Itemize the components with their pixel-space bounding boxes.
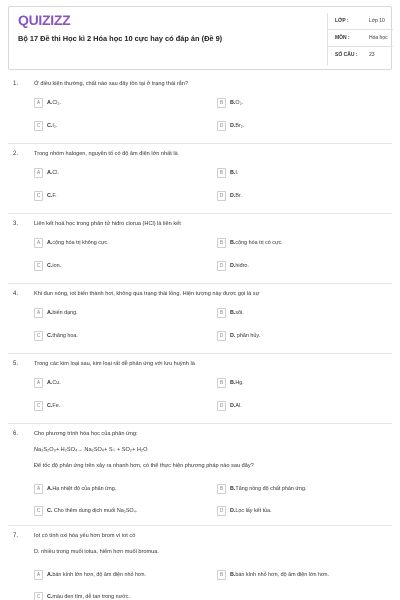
option-text: B.Hg. — [230, 380, 244, 386]
question-number: 2. — [13, 151, 19, 157]
meta-key: LỚP : — [335, 18, 349, 24]
option-letter-box: A — [34, 308, 43, 318]
option-letter-box: D — [217, 191, 226, 201]
meta-key: SỐ CÂU : — [335, 52, 358, 58]
worksheet-header — [8, 6, 392, 70]
question-text: Liên kết hoá học trong phân tử hiđro clorua (HCl) là liên kết — [34, 221, 181, 227]
option-b[interactable] — [217, 168, 387, 180]
question-divider — [8, 143, 392, 144]
option-text: B.O₂. — [230, 100, 244, 106]
option-letter-box: D — [217, 121, 226, 131]
option-text: C.Fe. — [47, 403, 61, 409]
question-text: Khi đun nóng, iot biến thành hơi, không qua trạng thái lỏng. Hiện tượng này được gọi là sự — [34, 291, 260, 297]
option-c[interactable] — [34, 331, 204, 343]
option-text: D.Br₂. — [230, 123, 245, 129]
question-text-continued: Để tốc độ phản ứng trên xảy ra nhanh hơn, có thể thực hiện phương pháp nào sau đây? — [34, 463, 254, 469]
option-text: B.Tăng nồng độ chất phản ứng. — [230, 486, 307, 492]
option-letter-box: C — [34, 331, 43, 341]
question-divider — [8, 423, 392, 424]
option-b[interactable] — [217, 238, 387, 250]
option-text: B.bán kính nhỏ hơn, độ âm điện lớn hơn. — [230, 572, 330, 578]
option-text: A.Hạ nhiệt độ của phản ứng. — [47, 486, 117, 492]
option-letter-box: A — [34, 378, 43, 388]
option-letter-box: C — [34, 261, 43, 271]
option-b[interactable] — [217, 98, 387, 110]
option-text: D.Al. — [230, 403, 242, 409]
question-number: 7. — [13, 533, 19, 539]
option-letter-box: B — [217, 378, 226, 388]
option-text: A.cộng hóa trị không cực. — [47, 240, 109, 246]
option-d[interactable] — [217, 121, 387, 133]
question-text: Ở điều kiện thường, chất nào sau đây tồn tại ở trạng thái rắn? — [34, 81, 188, 87]
option-d[interactable] — [217, 331, 387, 343]
meta-value: 23 — [369, 52, 375, 58]
option-text: A.Cu. — [47, 380, 61, 386]
option-letter-box: B — [217, 168, 226, 178]
option-letter-box: B — [217, 570, 226, 580]
option-b[interactable] — [217, 570, 392, 582]
meta-table — [327, 13, 393, 65]
meta-row-count — [327, 47, 393, 64]
option-letter-box: C — [34, 401, 43, 411]
option-c[interactable] — [34, 261, 204, 273]
option-text: A.bán kính lớn hơn, độ âm điện nhỏ hơn. — [47, 572, 147, 578]
option-letter-box: A — [34, 98, 43, 108]
question-text: Cho phương trình hóa học của phản ứng: — [34, 431, 138, 437]
option-letter-box: C — [34, 121, 43, 131]
option-text: A.Cl₂. — [47, 100, 62, 106]
option-letter-box: A — [34, 238, 43, 248]
option-b[interactable] — [217, 378, 387, 390]
option-text: B.sôi. — [230, 310, 244, 316]
option-letter-box: B — [217, 308, 226, 318]
meta-row-subject — [327, 30, 393, 47]
question-divider — [8, 213, 392, 214]
option-a[interactable] — [34, 308, 204, 320]
question-divider — [8, 525, 392, 526]
option-c[interactable] — [34, 191, 204, 203]
quizizz-logo: QUIZIZZ — [18, 12, 71, 28]
question-text: Trong nhóm halogen, nguyên tố có độ âm điện lớn nhất là — [34, 151, 178, 157]
option-letter-box: A — [34, 484, 43, 494]
question-divider — [8, 283, 392, 284]
option-a[interactable] — [34, 570, 204, 582]
option-c[interactable] — [34, 506, 204, 518]
option-letter-box: C — [34, 191, 43, 201]
option-a[interactable] — [34, 484, 204, 496]
option-text: C. Cho thêm dung dịch muối Na₂SO₄. — [47, 508, 138, 514]
option-letter-box: D — [217, 331, 226, 341]
question-number: 4. — [13, 291, 19, 297]
option-letter-box: D — [217, 261, 226, 271]
meta-value: Lớp 10 — [369, 18, 385, 24]
option-letter-box: C — [34, 592, 43, 600]
option-text: B.I. — [230, 170, 239, 176]
option-text: D.Br. — [230, 193, 242, 199]
question-number: 6. — [13, 431, 19, 437]
option-d[interactable] — [217, 261, 387, 273]
option-d[interactable] — [217, 191, 387, 203]
option-a[interactable] — [34, 378, 204, 390]
option-text: D.Lọc lấy kết tủa. — [230, 508, 272, 514]
meta-key: MÔN : — [335, 35, 350, 41]
question-number: 3. — [13, 221, 19, 227]
option-letter-box: A — [34, 168, 43, 178]
option-text: C.F. — [47, 193, 57, 199]
option-text: A.biến dạng. — [47, 310, 78, 316]
reaction-equation: Na₂S₂O₃+ H₂SO₄→ Na₂SO₄+ S↓ + SO₂+ H₂O — [34, 447, 148, 453]
option-letter-box: B — [217, 98, 226, 108]
option-d[interactable] — [217, 401, 387, 413]
option-letter-box: C — [34, 506, 43, 516]
option-a[interactable] — [34, 168, 204, 180]
option-c[interactable] — [34, 401, 204, 413]
meta-row-class — [327, 13, 393, 30]
option-c[interactable] — [34, 121, 204, 133]
question-number: 1. — [13, 81, 19, 87]
option-letter-box: B — [217, 484, 226, 494]
option-letter-box: D — [217, 401, 226, 411]
option-letter-box: B — [217, 238, 226, 248]
option-text: A.Cl. — [47, 170, 59, 176]
option-d[interactable] — [217, 506, 387, 518]
option-letter-box: A — [34, 570, 43, 580]
question-text: Iot có tính oxi hóa yếu hơn brom vì iot có — [34, 533, 136, 539]
question-text: Trong các kim loại sau, kim loại rất dễ phản ứng với lưu huỳnh là — [34, 361, 195, 367]
option-text: C.ion. — [47, 263, 62, 269]
option-text: C.I₂. — [47, 123, 58, 129]
option-c[interactable] — [34, 592, 204, 600]
question-number: 5. — [13, 361, 19, 367]
document-title: Bộ 17 Đề thi Học kì 2 Hóa học 10 cực hay có đáp án (Đề 9) — [18, 34, 223, 43]
option-a[interactable] — [34, 238, 204, 250]
option-text: B.cộng hóa trị có cực. — [230, 240, 283, 246]
question-text-continued: D. nhiều trong muối iotua, hiếm hơn muối bromua. — [34, 549, 159, 555]
meta-value: Hóa học — [369, 35, 388, 41]
question-divider — [8, 353, 392, 354]
option-a[interactable] — [34, 98, 204, 110]
option-b[interactable] — [217, 484, 387, 496]
option-text: C.thăng hoa. — [47, 333, 78, 339]
option-text: C.màu đen tím, dễ tan trong nước. — [47, 594, 130, 600]
option-letter-box: D — [217, 506, 226, 516]
option-b[interactable] — [217, 308, 387, 320]
option-text: D. phân hủy. — [230, 333, 261, 339]
option-text: D.hiđro. — [230, 263, 249, 269]
